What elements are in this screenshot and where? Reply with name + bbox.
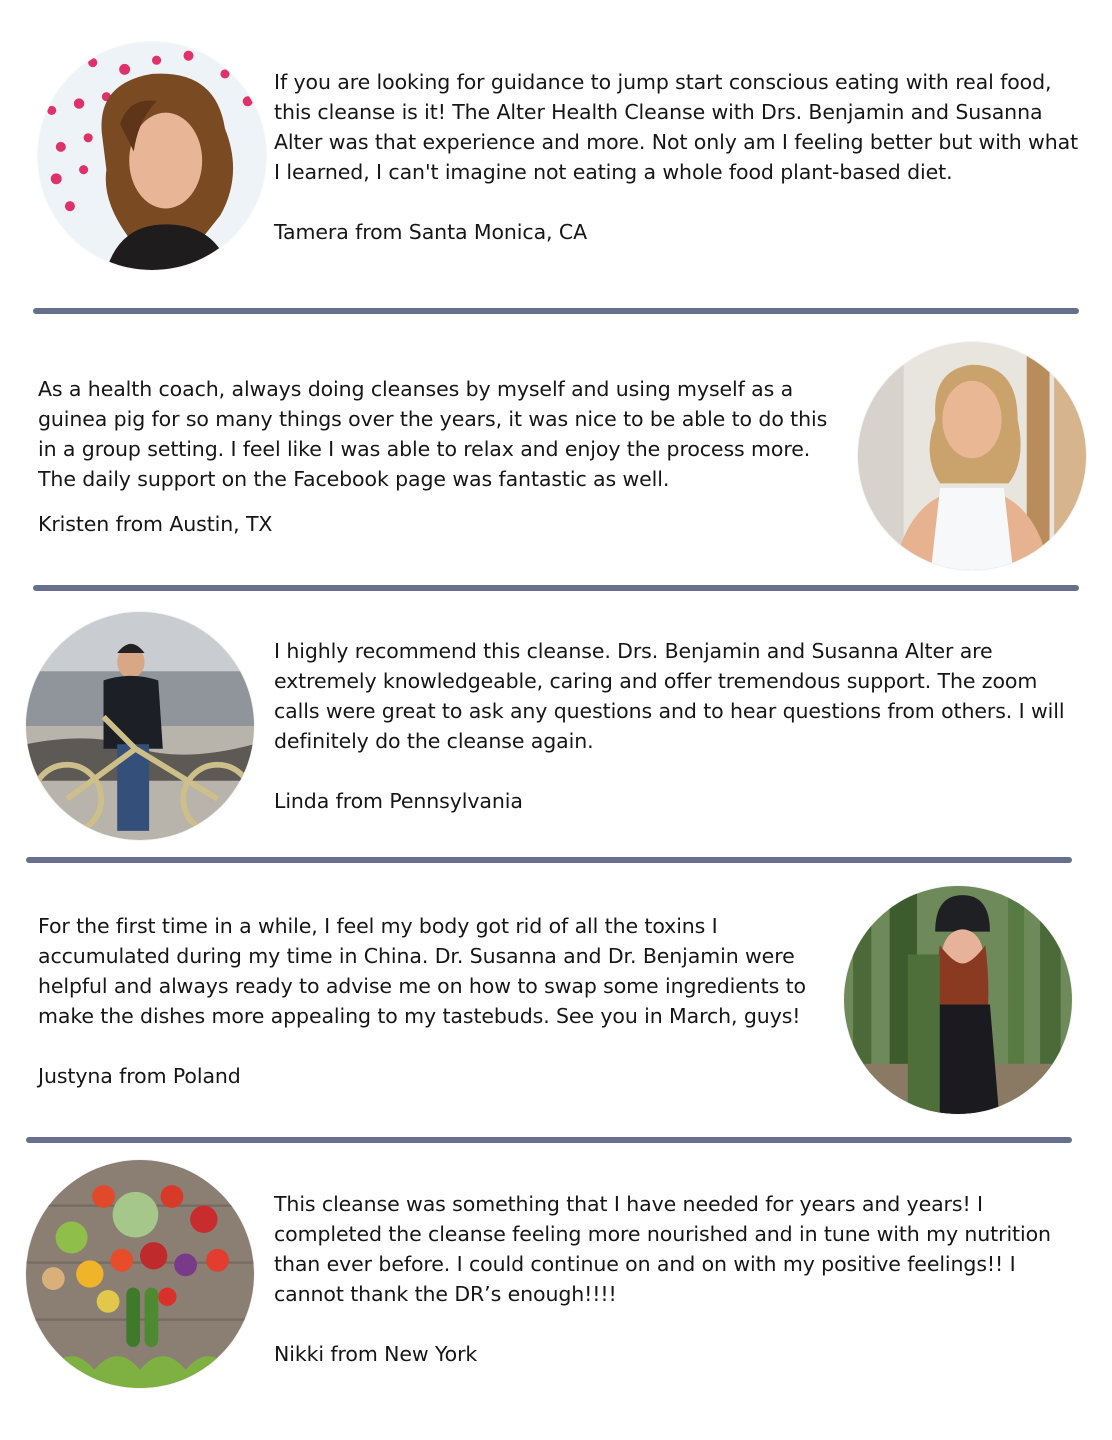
testimonial-quote: If you are looking for guidance to jump start conscious eating with real food, this cleanse is it! The Alter Health Cleanse with Drs. Benjamin and Susanna Alter was that experience and more. Not only am I feeling better but with what I learned, I can't imagine not eating a whole food plant-based diet. (274, 70, 1079, 184)
testimonial-author: Tamera from Santa Monica, CA (274, 220, 588, 244)
kristen-photo (858, 342, 1086, 570)
tamera-photo (38, 42, 266, 270)
justyna-photo (844, 886, 1072, 1114)
testimonial-quote: I highly recommend this cleanse. Drs. Benjamin and Susanna Alter are extremely knowledgeable, caring and offer tremendous support. The zoom calls were great to ask any questions and to hear questions from others. I will definitely do the cleanse again. (274, 639, 1065, 753)
testimonial-quote: For the first time in a while, I feel my body got rid of all the toxins I accumulated during my time in China. Dr. Susanna and Dr. Benjamin were helpful and always ready to advise me on how to swap some ingredients to make the dishes more appealing to my tastebuds. See you in March, guys! (38, 914, 806, 1028)
testimonial-author: Kristen from Austin, TX (38, 512, 273, 536)
linda-photo (26, 612, 254, 840)
nikki-photo (26, 1160, 254, 1388)
testimonial-quote: This cleanse was something that I have needed for years and years! I completed the cleanse feeling more nourished and in tune with my nutrition than ever before. I could continue on and on with my positive feelings!! I cannot thank the DR’s enough!!!! (274, 1192, 1051, 1306)
testimonial-author: Justyna from Poland (38, 1064, 241, 1088)
testimonial-author: Nikki from New York (274, 1342, 478, 1366)
divider (26, 857, 1072, 863)
divider (33, 585, 1079, 591)
testimonial-quote: As a health coach, always doing cleanses by myself and using myself as a guinea pig for so many things over the years, it was nice to be able to do this in a group setting. I feel like I was able to relax and enjoy the process more. The daily support on the Facebook page was fantastic as well. (38, 377, 828, 491)
testimonial-author: Linda from Pennsylvania (274, 789, 523, 813)
divider (26, 1137, 1072, 1143)
divider (33, 308, 1079, 314)
